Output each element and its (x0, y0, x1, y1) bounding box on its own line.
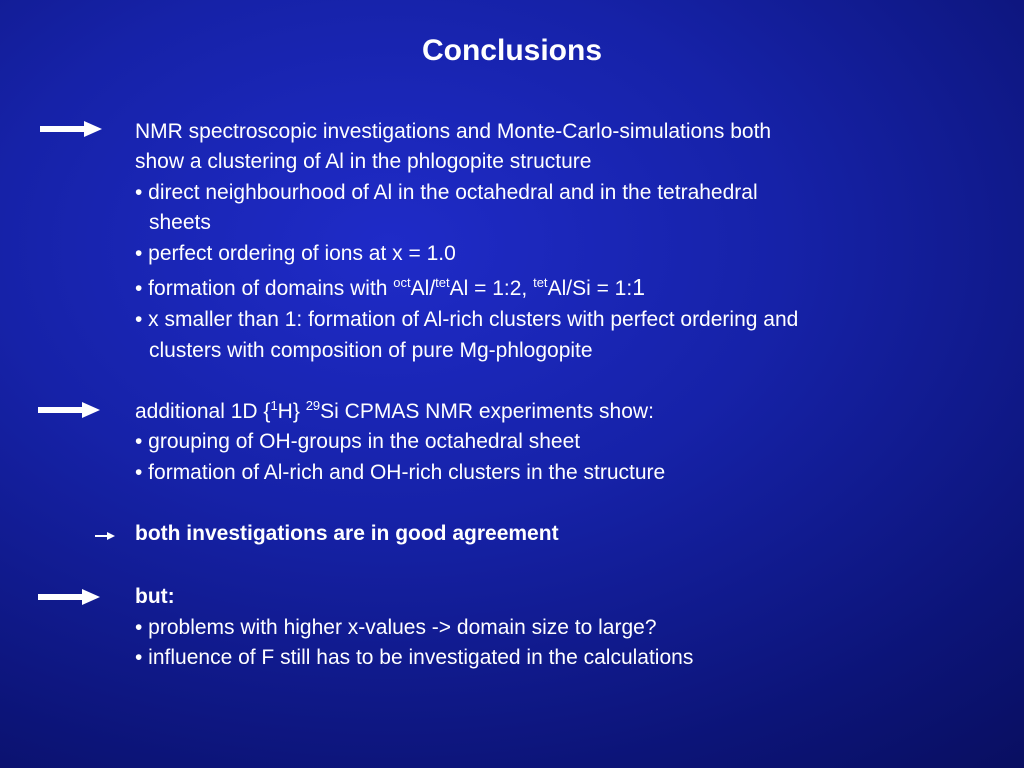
block2-heading-suffix: Si CPMAS NMR experiments show: (320, 400, 654, 423)
block1-bullet3 (135, 275, 645, 303)
block2-heading-prefix: additional 1D { (135, 400, 271, 423)
bullet3-ratio2: Al/Si = 1: (547, 277, 633, 300)
block3-bullet2: • influence of F still has to be investigated in the calculations (135, 646, 694, 669)
block3-bullet1: • problems with higher x-values -> domain size to large? (135, 616, 657, 639)
sup-29: 29 (305, 398, 321, 413)
bullet3-ratio2-end: 1 (632, 274, 645, 300)
block1-heading-line2: show a clustering of Al in the phlogopite structure (135, 150, 592, 173)
block1-bullet1-line2: sheets (149, 211, 211, 234)
block1-bullet1-line1: • direct neighbourhood of Al in the octahedral and in the tetrahedral (135, 181, 758, 204)
bullet3-prefix: • formation of domains with (135, 277, 394, 300)
sup-tet-1: tet (435, 275, 450, 290)
block3-heading: but: (135, 585, 175, 608)
sup-tet-2: tet (533, 275, 548, 290)
arrow-right-icon (40, 121, 102, 137)
bullet3-al1: Al/ (410, 277, 436, 300)
block2-heading (135, 400, 654, 426)
block2-bullet2: • formation of Al-rich and OH-rich clusters in the structure (135, 461, 666, 484)
sup-oct: oct (393, 275, 411, 290)
block1-heading-line1: NMR spectroscopic investigations and Monte-Carlo-simulations both (135, 120, 772, 143)
bullet3-ratio1: Al = 1:2, (449, 277, 534, 300)
agreement-statement: both investigations are in good agreement (135, 522, 559, 545)
arrow-right-icon (38, 589, 100, 605)
block2-heading-mid: H} (277, 400, 306, 423)
arrow-right-icon (38, 402, 100, 418)
small-arrow-right-icon (95, 531, 115, 541)
sup-1: 1 (270, 398, 278, 413)
slide-title: Conclusions (421, 34, 602, 67)
block1-bullet2: • perfect ordering of ions at x = 1.0 (135, 242, 456, 265)
block2-bullet1: • grouping of OH-groups in the octahedral sheet (135, 430, 581, 453)
block1-bullet4-line2: clusters with composition of pure Mg-phlogopite (149, 339, 593, 362)
block1-bullet4-line1: • x smaller than 1: formation of Al-rich clusters with perfect ordering and (135, 308, 799, 331)
